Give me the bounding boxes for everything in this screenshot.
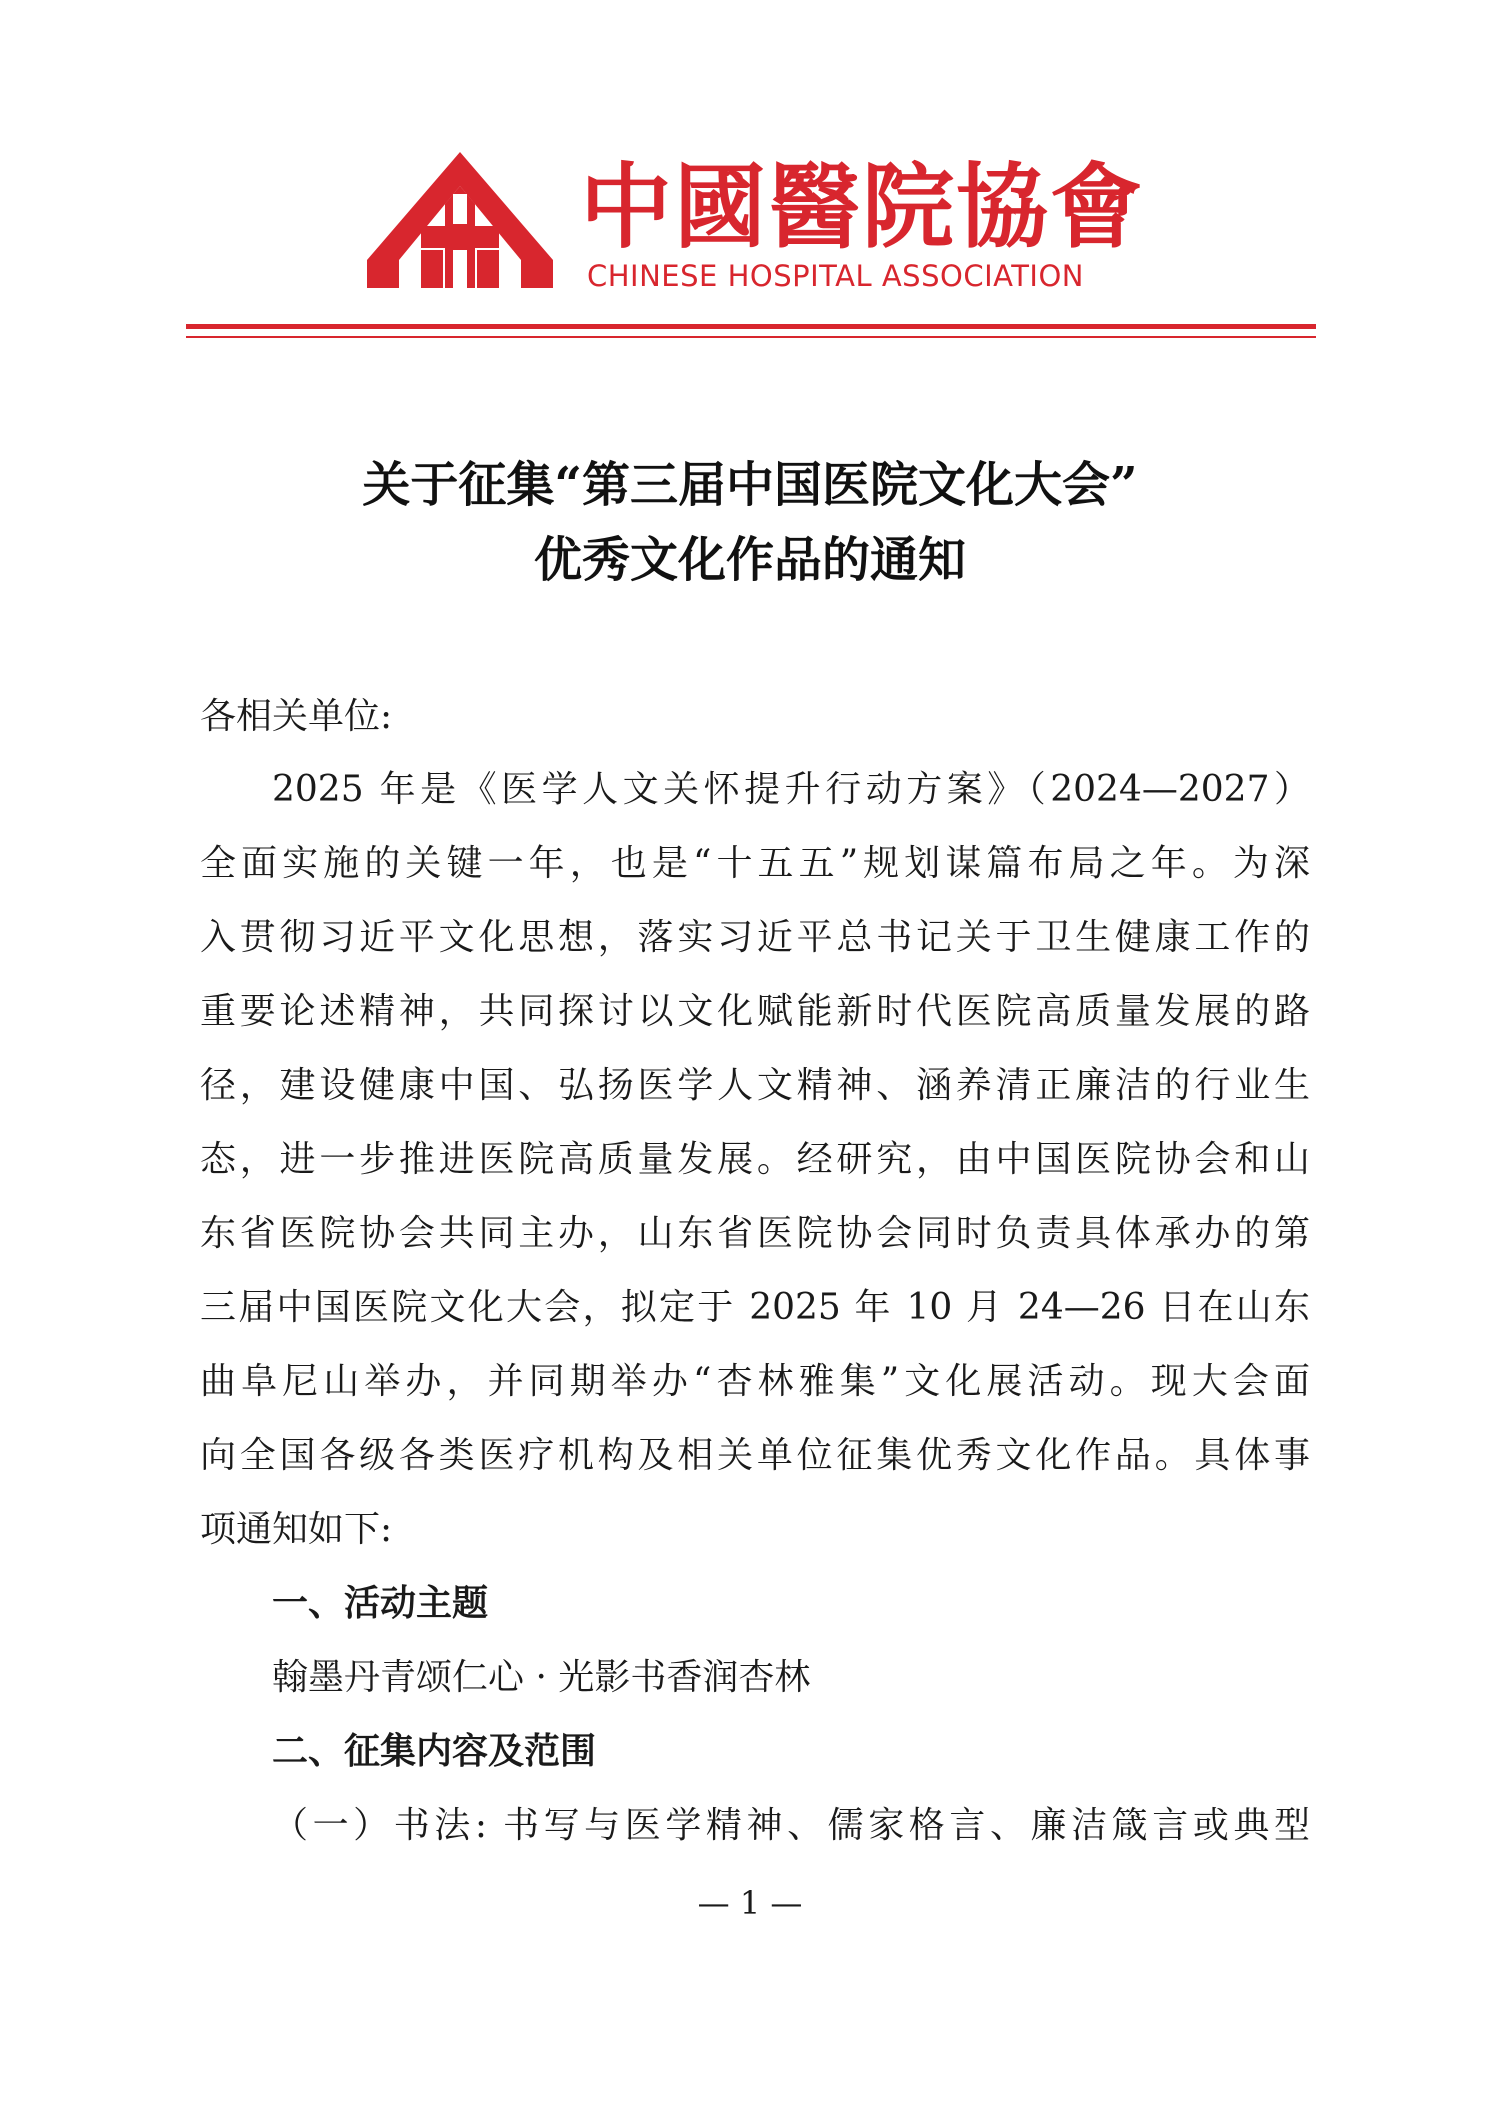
document-title-line-2: 优秀文化作品的通知: [533, 532, 966, 588]
page-number: — 1 —: [697, 1884, 803, 1922]
document-title-line-1: 关于征集“第三届中国医院文化大会”: [362, 457, 1138, 513]
letterhead: [365, 150, 1145, 300]
paragraph-line: 全面实施的关键一年，也是“十五五”规划谋篇布局之年。为深: [200, 843, 1310, 884]
letterhead-rule-thick: [186, 324, 1316, 329]
paragraph-line: 2025 年是《医学人文关怀提升行动方案》（2024—2027）: [272, 769, 1310, 810]
paragraph-line: 重要论述精神，共同探讨以文化赋能新时代医院高质量发展的路: [200, 991, 1310, 1032]
paragraph-line: 项通知如下:: [200, 1509, 393, 1550]
org-name-english: CHINESE HOSPITAL ASSOCIATION: [587, 259, 1084, 293]
paragraph-line: 径，建设健康中国、弘扬医学人文精神、涵养清正廉洁的行业生: [200, 1065, 1310, 1106]
paragraph-line: 态，进一步推进医院高质量发展。经研究，由中国医院协会和山: [200, 1139, 1310, 1180]
section-theme-text: 翰墨丹青颂仁心 · 光影书香润杏林: [272, 1657, 811, 1698]
letterhead-rule-thin: [186, 336, 1316, 338]
section-heading-theme: 一、活动主题: [272, 1583, 489, 1624]
paragraph-line: 向全国各级各类医疗机构及相关单位征集优秀文化作品。具体事: [200, 1435, 1310, 1476]
paragraph-line: 曲阜尼山举办，并同期举办“杏林雅集”文化展活动。现大会面: [200, 1361, 1310, 1402]
hospital-association-logo-icon: [365, 150, 555, 290]
section-heading-scope: 二、征集内容及范围: [272, 1731, 597, 1772]
section-item-calligraphy: （一）书法: 书写与医学精神、儒家格言、廉洁箴言或典型: [272, 1805, 1310, 1846]
org-name-chinese: 中國醫院協會: [580, 153, 1145, 261]
paragraph-line: 东省医院协会共同主办，山东省医院协会同时负责具体承办的第: [200, 1213, 1310, 1254]
salutation: 各相关单位:: [200, 696, 393, 737]
paragraph-line: 三届中国医院文化大会，拟定于 2025 年 10 月 24—26 日在山东: [200, 1287, 1310, 1328]
paragraph-line: 入贯彻习近平文化思想，落实习近平总书记关于卫生健康工作的: [200, 917, 1310, 958]
